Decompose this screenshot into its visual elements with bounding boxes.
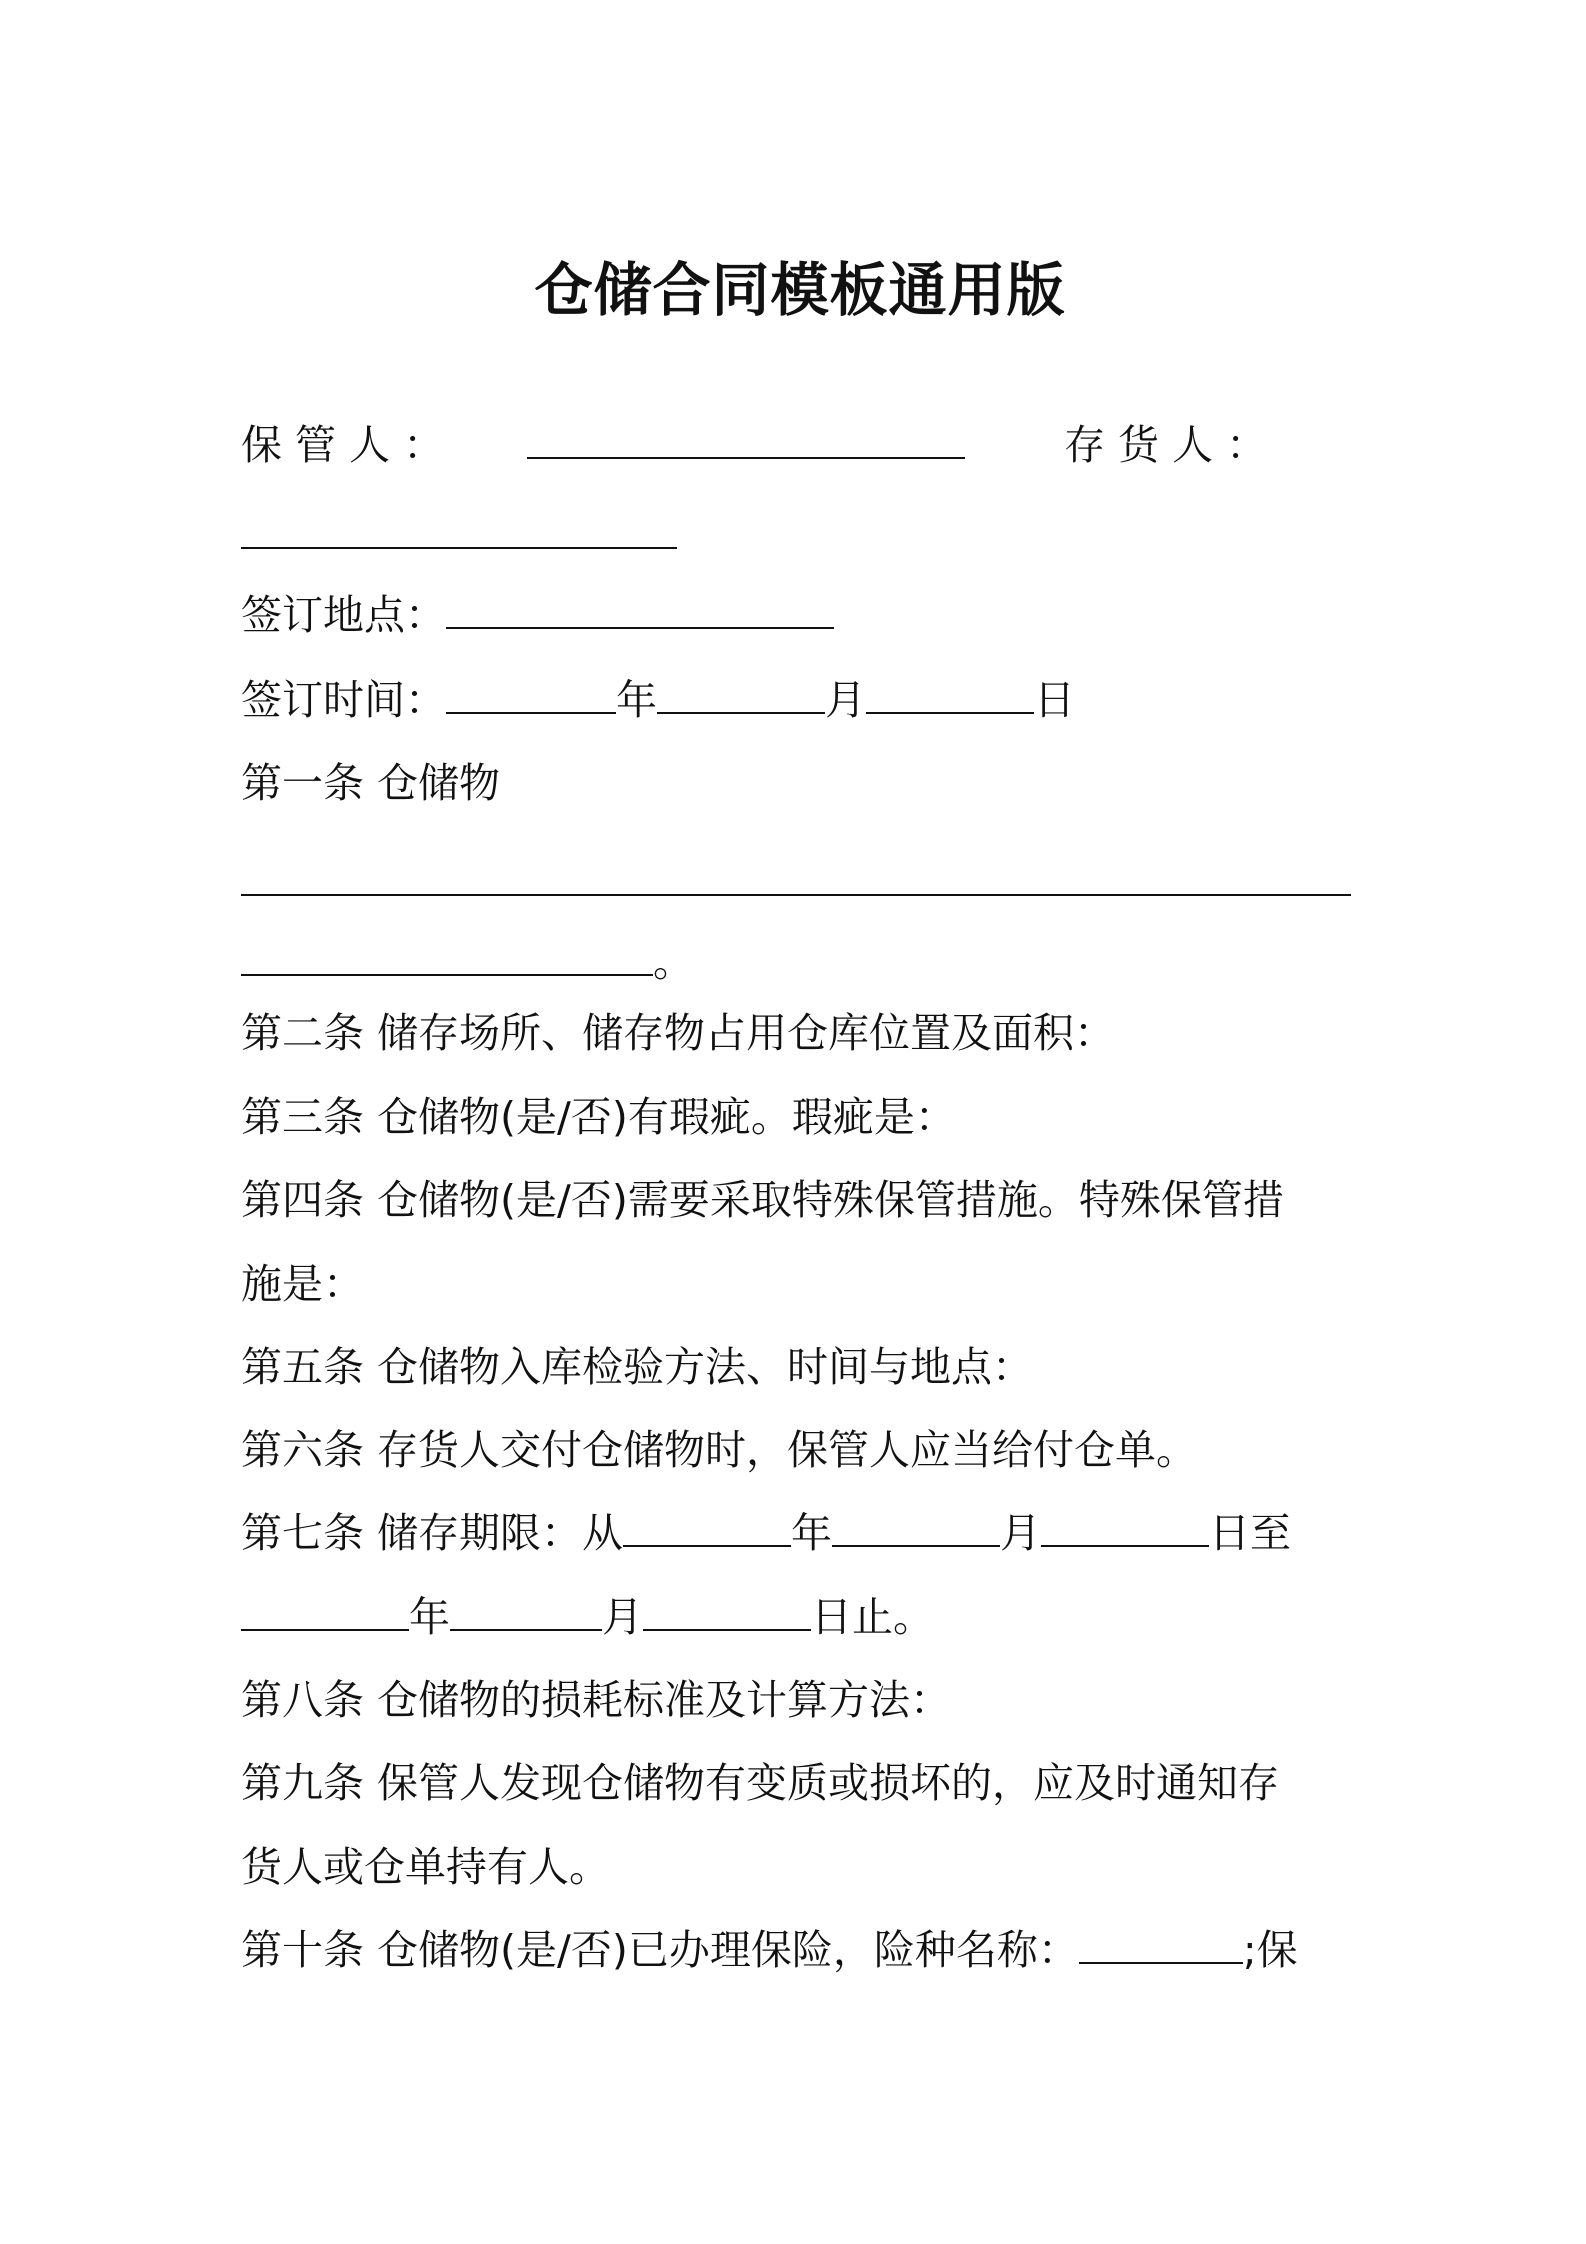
to-month-blank[interactable] <box>450 1589 602 1631</box>
to-day-blank[interactable] <box>643 1589 811 1631</box>
article-8: 第八条 仓储物的损耗标准及计算方法： <box>241 1676 952 1724</box>
sign-day-unit: 日 <box>1034 676 1075 724</box>
article-4-line-1: 第四条 仓储物(是/否)需要采取特殊保管措施。特殊保管措 <box>241 1176 1284 1224</box>
article-9-line-2: 货人或仓单持有人。 <box>241 1843 610 1891</box>
sign-month-unit: 月 <box>825 676 866 724</box>
to-year-blank[interactable] <box>241 1589 409 1631</box>
article-7-prefix: 第七条 储存期限：从 <box>241 1509 624 1557</box>
article-7-line-2 <box>241 1587 934 1647</box>
from-year-unit: 年 <box>791 1509 833 1557</box>
document-title: 仓储合同模板通用版 <box>534 256 1066 324</box>
article-7-end: 日止。 <box>811 1593 934 1641</box>
from-year-blank[interactable] <box>623 1505 791 1547</box>
article-10-line-1 <box>241 1920 1298 1980</box>
from-day-unit: 日至 <box>1209 1509 1292 1557</box>
to-year-unit: 年 <box>409 1593 450 1641</box>
from-month-blank[interactable] <box>832 1505 1000 1547</box>
article-7-line-1 <box>241 1503 1291 1563</box>
article-1: 第一条 仓储物 <box>241 759 501 807</box>
to-month-unit: 月 <box>602 1593 643 1641</box>
article-4-line-2: 施是： <box>241 1260 364 1308</box>
depositor-blank-line <box>241 505 677 565</box>
sign-place-blank[interactable] <box>446 587 834 629</box>
article-2: 第二条 储存场所、储存物占用仓库位置及面积： <box>241 1009 1116 1057</box>
article-1-blank-partial[interactable] <box>241 934 653 976</box>
article-9-line-1: 第九条 保管人发现仓储物有变质或损坏的，应及时通知存 <box>241 1759 1280 1807</box>
sign-month-blank[interactable] <box>657 672 825 714</box>
article-1-blank-full[interactable] <box>241 854 1351 896</box>
article-1-blank-line-2 <box>241 932 694 992</box>
parties-line <box>241 415 1351 475</box>
depositor-label: 存 货 人 ： <box>1064 421 1268 469</box>
article-1-end: 。 <box>653 938 694 986</box>
sign-year-blank[interactable] <box>446 672 616 714</box>
custodian-blank[interactable] <box>527 417 965 459</box>
article-10-suffix: ;保 <box>1242 1926 1298 1974</box>
from-month-unit: 月 <box>1000 1509 1042 1557</box>
article-5: 第五条 仓储物入库检验方法、时间与地点： <box>241 1343 1034 1391</box>
article-6: 第六条 存货人交付仓储物时，保管人应当给付仓单。 <box>241 1426 1198 1474</box>
article-3: 第三条 仓储物(是/否)有瑕疵。瑕疵是： <box>241 1093 956 1141</box>
from-day-blank[interactable] <box>1041 1505 1209 1547</box>
sign-time-line <box>241 670 1075 730</box>
depositor-blank[interactable] <box>241 507 677 549</box>
sign-place-label: 签订地点： <box>241 591 446 639</box>
article-10-prefix: 第十条 仓储物(是/否)已办理保险，险种名称： <box>241 1926 1079 1974</box>
sign-day-blank[interactable] <box>866 672 1034 714</box>
sign-year-unit: 年 <box>616 676 657 724</box>
custodian-label: 保 管 人 ： <box>241 421 445 469</box>
sign-place-line <box>241 585 834 645</box>
sign-time-label: 签订时间： <box>241 676 446 724</box>
depositor-group <box>1064 415 1267 475</box>
article-1-blank-line <box>241 852 1351 912</box>
insurance-name-blank[interactable] <box>1079 1922 1243 1964</box>
